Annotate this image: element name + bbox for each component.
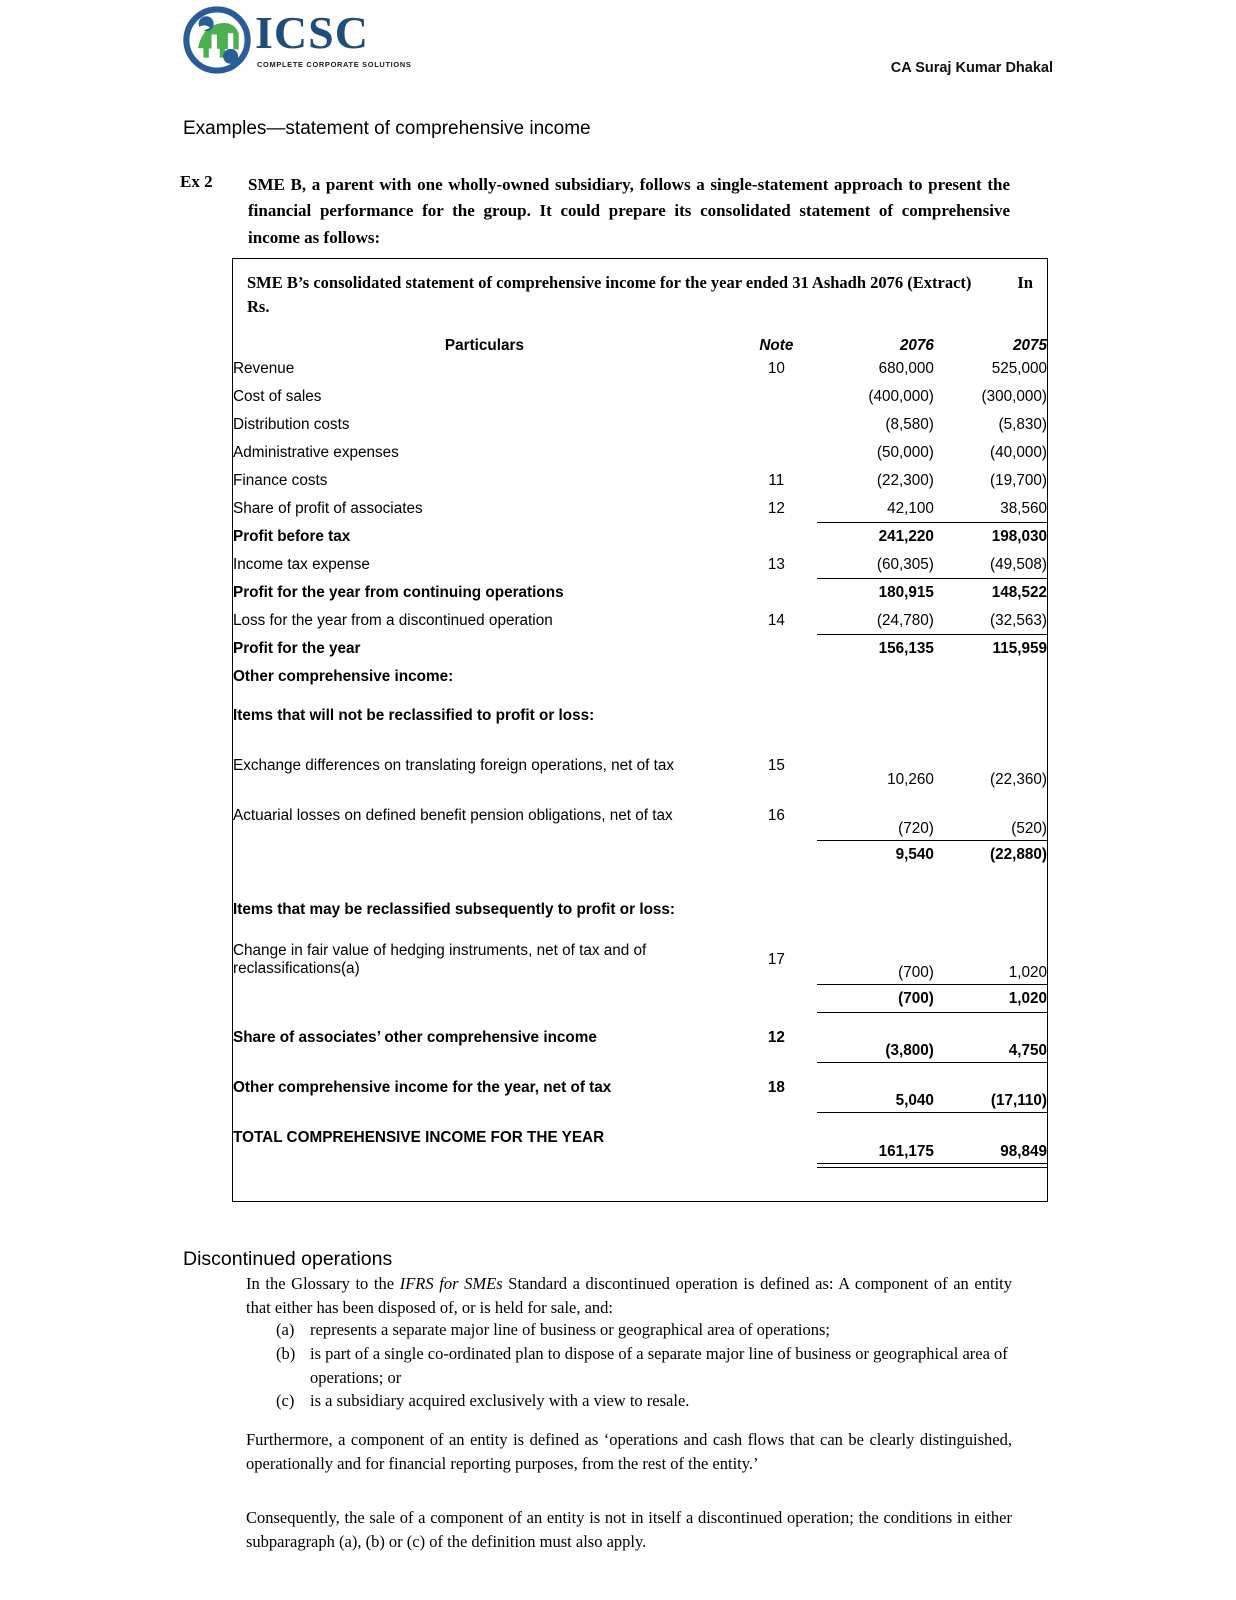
row-label: Actuarial losses on defined benefit pension obligations, net of tax — [233, 806, 673, 824]
table-row — [233, 1013, 1047, 1063]
table-row — [233, 985, 1047, 1013]
intro-text-italic: IFRS for SMEs — [399, 1274, 503, 1293]
table-row — [233, 467, 1047, 495]
intro-text-b: Standard a discontinued operation is defined as: A component of an entity that either has been disposed of, or is held for sale, and: — [246, 1274, 1012, 1317]
financial-statement-table — [232, 258, 1048, 1202]
row-value-2076: (22,300) — [876, 471, 934, 489]
row-note: 10 — [767, 359, 785, 377]
list-marker: (c) — [276, 1391, 295, 1411]
globe-people-logo-icon — [183, 6, 251, 74]
table-row — [233, 691, 1047, 741]
list-item — [276, 1342, 1016, 1390]
row-note — [736, 635, 817, 663]
statement-rows-table — [233, 337, 1047, 1168]
table-row — [233, 355, 1047, 383]
header-year-2075: 2075 — [1012, 336, 1047, 354]
row-value-2076: 9,540 — [817, 841, 934, 869]
row-label: TOTAL COMPREHENSIVE INCOME FOR THE YEAR — [233, 1128, 605, 1146]
table-row — [233, 1063, 1047, 1113]
row-note — [736, 383, 817, 411]
row-value-2076: 180,915 — [817, 579, 934, 607]
row-value-2075: (22,880) — [934, 841, 1047, 869]
table-header-row — [233, 337, 1047, 355]
row-label: Finance costs — [233, 471, 328, 489]
row-value-2076: 42,100 — [887, 499, 934, 517]
row-value-2076: 156,135 — [817, 635, 934, 663]
row-label: Administrative expenses — [233, 443, 399, 461]
row-label: Share of associates’ other comprehensive income — [233, 1028, 597, 1046]
double-underline — [817, 1163, 1047, 1168]
row-label: Distribution costs — [233, 415, 350, 433]
table-row — [233, 495, 1047, 523]
discontinued-intro-paragraph — [246, 1272, 1012, 1320]
row-value-2075: (19,700) — [990, 471, 1047, 489]
table-row — [233, 791, 1047, 841]
statement-units-line1: In — [1017, 273, 1033, 292]
row-note — [736, 523, 817, 551]
row-value-2076 — [817, 663, 934, 691]
row-value-2076: 241,220 — [817, 523, 934, 551]
row-value-2075: (17,110) — [934, 1063, 1047, 1113]
row-label: Other comprehensive income for the year, net of tax — [233, 1078, 612, 1096]
row-note — [736, 985, 817, 1013]
table-row — [233, 523, 1047, 551]
row-label — [233, 841, 736, 869]
row-note: 14 — [767, 611, 785, 629]
row-label: Profit before tax — [233, 527, 351, 545]
row-value-2075: 115,959 — [934, 635, 1047, 663]
row-value-2076: 10,260 — [887, 770, 934, 788]
statement-title-row — [233, 259, 1047, 295]
logo-tagline: COMPLETE CORPORATE SOLUTIONS — [257, 60, 412, 69]
row-value-2076 — [817, 691, 934, 741]
row-note — [736, 841, 817, 869]
list-text: is part of a single co-ordinated plan to dispose of a separate major line of business or geographical area of operations; or — [310, 1343, 1008, 1387]
row-value-2075: (22,360) — [990, 770, 1047, 788]
row-note: 17 — [767, 950, 785, 968]
row-value-2075: 148,522 — [934, 579, 1047, 607]
list-marker: (b) — [276, 1343, 296, 1363]
example-block — [180, 172, 1010, 251]
table-spacer-row — [233, 869, 1047, 885]
row-note: 15 — [767, 756, 785, 774]
list-item — [276, 1389, 1016, 1413]
row-note — [736, 439, 817, 467]
row-value-2075: 198,030 — [934, 523, 1047, 551]
discontinued-paragraph-3: Consequently, the sale of a component of an entity is not in itself a discontinued operation; the conditions in either subparagraph (a), (b) or (c) of the definition must also apply. — [246, 1508, 1012, 1551]
row-value-2075: (32,563) — [990, 611, 1047, 629]
row-value-2076: (700) — [817, 985, 934, 1013]
row-value-2075: 525,000 — [991, 359, 1047, 377]
page-title: Examples—statement of comprehensive income — [183, 118, 591, 139]
row-value-2075 — [934, 663, 1047, 691]
author-name: CA Suraj Kumar Dhakal — [890, 60, 1053, 76]
row-value-2075 — [934, 885, 1047, 935]
table-row — [233, 663, 1047, 691]
row-value-2075: 1,020 — [934, 985, 1047, 1013]
row-value-2076: 680,000 — [878, 359, 934, 377]
example-label: Ex 2 — [180, 172, 213, 191]
statement-title: SME B’s consolidated statement of comprehensive income for the year ended 31 Ashadh 2076 (Extract) — [247, 273, 972, 292]
table-row — [233, 741, 1047, 791]
table-row-total — [233, 1113, 1047, 1163]
row-label: Change in fair value of hedging instruments, net of tax and of reclassifications(a) — [233, 941, 647, 977]
row-note: 13 — [767, 555, 785, 573]
row-note — [736, 579, 817, 607]
table-row — [233, 935, 1047, 985]
row-note — [736, 691, 817, 741]
list-marker: (a) — [276, 1320, 295, 1339]
row-value-2076: (60,305) — [876, 555, 934, 573]
row-value-2076: (50,000) — [876, 443, 934, 461]
header-note: Note — [759, 336, 794, 354]
table-row — [233, 439, 1047, 467]
row-value-2076: (720) — [898, 820, 934, 838]
page-header — [0, 0, 1236, 92]
table-row — [233, 607, 1047, 635]
row-value-2076 — [817, 885, 934, 935]
row-value-2075: (5,830) — [998, 415, 1047, 433]
row-note: 12 — [767, 1028, 785, 1046]
row-label: Items that may be reclassified subsequently to profit or loss: — [233, 900, 676, 918]
row-label: Items that will not be reclassified to profit or loss: — [233, 706, 595, 724]
row-value-2076: (400,000) — [868, 387, 934, 405]
row-value-2075: 38,560 — [1000, 499, 1047, 517]
row-value-2075: (49,508) — [990, 555, 1047, 573]
row-value-2076: 5,040 — [817, 1063, 934, 1113]
intro-text-a: In the Glossary to the — [246, 1274, 400, 1293]
row-note — [736, 1113, 817, 1163]
table-row — [233, 841, 1047, 869]
logo-wordmark: ICSC — [255, 7, 369, 58]
row-label: Income tax expense — [233, 555, 370, 573]
row-label: Revenue — [233, 359, 295, 377]
row-label: Share of profit of associates — [233, 499, 423, 517]
row-value-2075: (520) — [1011, 820, 1047, 838]
company-logo — [183, 4, 412, 76]
row-note — [736, 663, 817, 691]
row-label: Loss for the year from a discontinued operation — [233, 611, 553, 629]
row-value-2075 — [934, 691, 1047, 741]
example-text: SME B, a parent with one wholly-owned subsidiary, follows a single-statement approach to present the financial performance for the group. It could prepare its consolidated statement of comprehensive income as follows: — [248, 175, 1010, 247]
row-value-2075: 98,849 — [934, 1113, 1047, 1163]
statement-units-line2: Rs. — [247, 296, 270, 316]
table-row — [233, 383, 1047, 411]
row-note: 12 — [767, 499, 785, 517]
table-row — [233, 579, 1047, 607]
row-label: Profit for the year from continuing operations — [233, 583, 564, 601]
row-note — [736, 885, 817, 935]
row-label — [233, 985, 736, 1013]
table-row — [233, 411, 1047, 439]
header-particulars: Particulars — [444, 336, 524, 354]
row-note — [736, 411, 817, 439]
row-value-2076: (8,580) — [885, 415, 934, 433]
discontinued-criteria-list — [276, 1318, 1016, 1413]
list-item — [276, 1318, 1016, 1342]
row-label: Cost of sales — [233, 387, 322, 405]
table-row — [233, 551, 1047, 579]
list-text: represents a separate major line of business or geographical area of operations; — [310, 1320, 830, 1339]
row-value-2076: 161,175 — [817, 1113, 934, 1163]
discontinued-operations-heading: Discontinued operations — [183, 1248, 393, 1270]
row-note: 11 — [768, 471, 785, 489]
table-row — [233, 635, 1047, 663]
row-value-2075: (40,000) — [990, 443, 1047, 461]
list-text: is a subsidiary acquired exclusively with a view to resale. — [310, 1391, 690, 1411]
row-value-2075: (300,000) — [981, 387, 1047, 405]
table-row — [233, 885, 1047, 935]
row-label: Exchange differences on translating foreign operations, net of tax — [233, 756, 675, 774]
row-value-2076: (700) — [898, 964, 934, 982]
row-value-2075: 1,020 — [1008, 964, 1047, 982]
row-label: Other comprehensive income: — [233, 667, 454, 685]
row-value-2076: (3,800) — [817, 1013, 934, 1063]
row-note: 16 — [767, 806, 785, 824]
row-value-2075: 4,750 — [934, 1013, 1047, 1063]
row-value-2076: (24,780) — [876, 611, 934, 629]
row-label: Profit for the year — [233, 639, 361, 657]
table-total-double-rule — [233, 1163, 1047, 1168]
discontinued-paragraph-2: Furthermore, a component of an entity is defined as ‘operations and cash flows that can be clearly distinguished, operationally and for financial reporting purposes, from the rest of the entity.’ — [246, 1430, 1012, 1473]
row-note: 18 — [767, 1078, 785, 1096]
header-year-2076: 2076 — [899, 336, 934, 354]
